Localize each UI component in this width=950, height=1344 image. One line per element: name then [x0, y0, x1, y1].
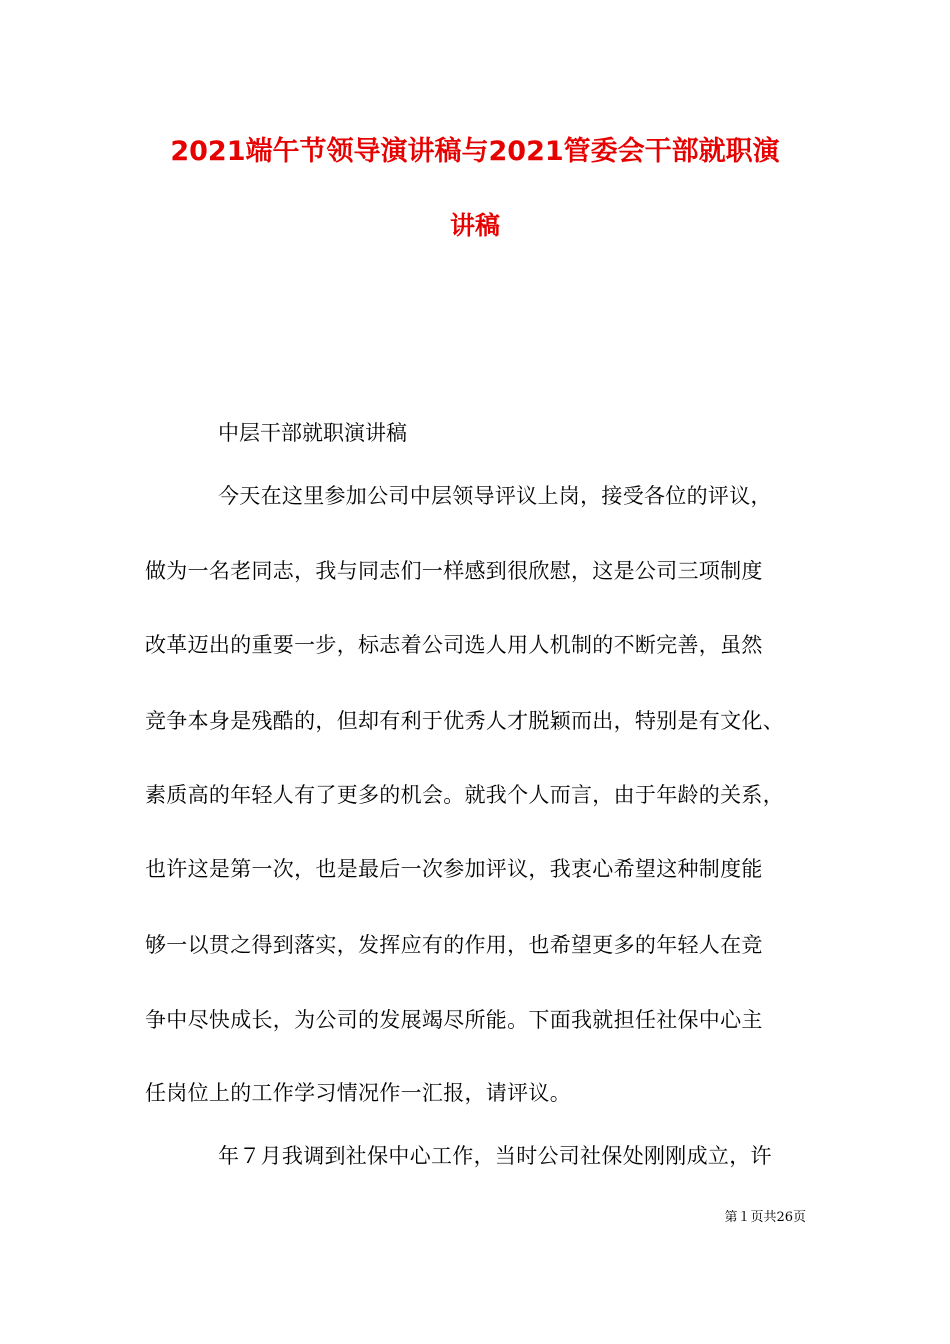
- paragraph-line: 够一以贯之得到落实，发挥应有的作用，也希望更多的年轻人在竞: [145, 933, 763, 957]
- paragraph-line: 竞争本身是残酷的，但却有利于优秀人才脱颖而出，特别是有文化、: [145, 709, 784, 733]
- paragraph-line: 素质高的年轻人有了更多的机会。就我个人而言，由于年龄的关系，: [145, 783, 784, 807]
- document-title-line-2: 讲稿: [449, 211, 500, 240]
- paragraph-line: 改革迈出的重要一步，标志着公司选人用人机制的不断完善，虽然: [145, 633, 763, 657]
- page-number-footer: 第１页共26页: [724, 1210, 806, 1225]
- paragraph-line: 今天在这里参加公司中层领导评议上岗，接受各位的评议，: [218, 484, 772, 508]
- section-heading: 中层干部就职演讲稿: [218, 421, 407, 445]
- document-title-line-1: 2021端午节领导演讲稿与2021管委会干部就职演: [170, 136, 780, 167]
- paragraph-line: 年７月我调到社保中心工作，当时公司社保处刚刚成立，许: [218, 1144, 772, 1168]
- paragraph-line: 争中尽快成长，为公司的发展竭尽所能。下面我就担任社保中心主: [145, 1008, 763, 1032]
- paragraph-line: 任岗位上的工作学习情况作一汇报，请评议。: [145, 1081, 571, 1105]
- paragraph-line: 做为一名老同志，我与同志们一样感到很欣慰，这是公司三项制度: [145, 559, 763, 583]
- paragraph-line: 也许这是第一次，也是最后一次参加评议，我衷心希望这种制度能: [145, 857, 763, 881]
